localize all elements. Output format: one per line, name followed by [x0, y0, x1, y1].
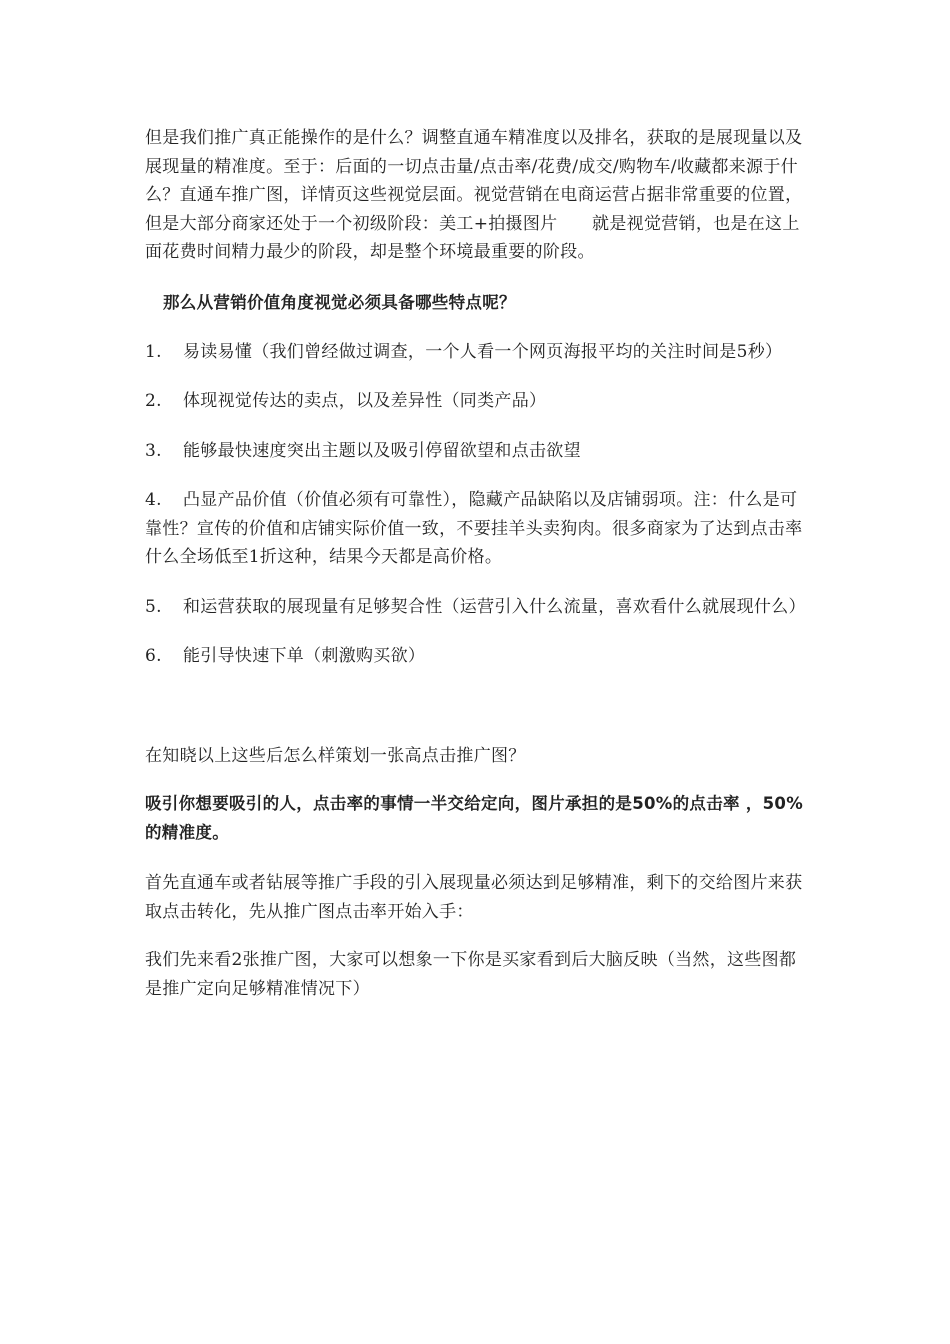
list-item [145, 593, 810, 622]
list-text: 能引导快速下单（刺激购买欲） [183, 646, 426, 666]
blank-spacer [145, 692, 810, 742]
list-number: 1. [145, 341, 162, 362]
list-number: 5. [145, 596, 162, 617]
list-text: 能够最快速度突出主题以及吸引停留欲望和点击欲望 [183, 440, 581, 461]
list-text: 和运营获取的展现量有足够契合性（运营引入什么流量，喜欢看什么就展现什么） [183, 596, 806, 617]
list-text: 易读易懂（我们曾经做过调查，一个人看一个网页海报平均的关注时间是5秒） [183, 341, 783, 362]
list-number: 3. [145, 440, 162, 461]
list-item [145, 338, 810, 367]
list-item [145, 486, 810, 572]
emphasis-paragraph: 吸引你想要吸引的人，点击率的事情一半交给定向，图片承担的是50%的点击率 ，50%的精准度。 [145, 794, 804, 842]
intro-paragraph: 但是我们推广真正能操作的是什么？调整直通车精准度以及排名，获取的是展现量以及展现量的精准度。至于：后面的一切点击量/点击率/花费/成交/购物车/收藏都来源于什么？直通车推广图，详情页这些视觉层面。视觉营销在电商运营占据非常重要的位置，但是大部分商家还处于一个初级阶段：美工+拍摄图片 就是视觉营销，也是在这上面花费时间精力最少的阶段，却是整个环境最重要的阶段。 [145, 128, 803, 262]
list-item [145, 437, 810, 466]
list-number: 4. [145, 490, 162, 510]
list-text: 凸显产品价值（价值必须有可靠性），隐藏产品缺陷以及店铺弱项。注：什么是可靠性？宣传的价值和店铺实际价值一致，不要挂羊头卖狗肉。很多商家为了达到点击率什么全场低至1折这种，结果今天都是高价格。 [145, 490, 803, 567]
document-page [145, 124, 810, 1023]
list-number: 2. [145, 391, 162, 411]
section-heading: 那么从营销价值角度视觉必须具备哪些特点呢？ [163, 292, 516, 312]
list-item [145, 387, 810, 416]
body-paragraph: 我们先来看2张推广图，大家可以想象一下你是买家看到后大脑反映（当然，这些图都是推广定向足够精准情况下） [145, 950, 797, 999]
body-paragraph: 首先直通车或者钻展等推广手段的引入展现量必须达到足够精准，剩下的交给图片来获取点击转化，先从推广图点击率开始入手： [145, 873, 803, 922]
feature-list [145, 338, 810, 671]
list-number: 6. [145, 646, 162, 666]
question-paragraph: 在知晓以上这些后怎么样策划一张高点击推广图？ [145, 745, 526, 766]
list-text: 体现视觉传达的卖点，以及差异性（同类产品） [183, 391, 547, 411]
list-item [145, 642, 810, 671]
